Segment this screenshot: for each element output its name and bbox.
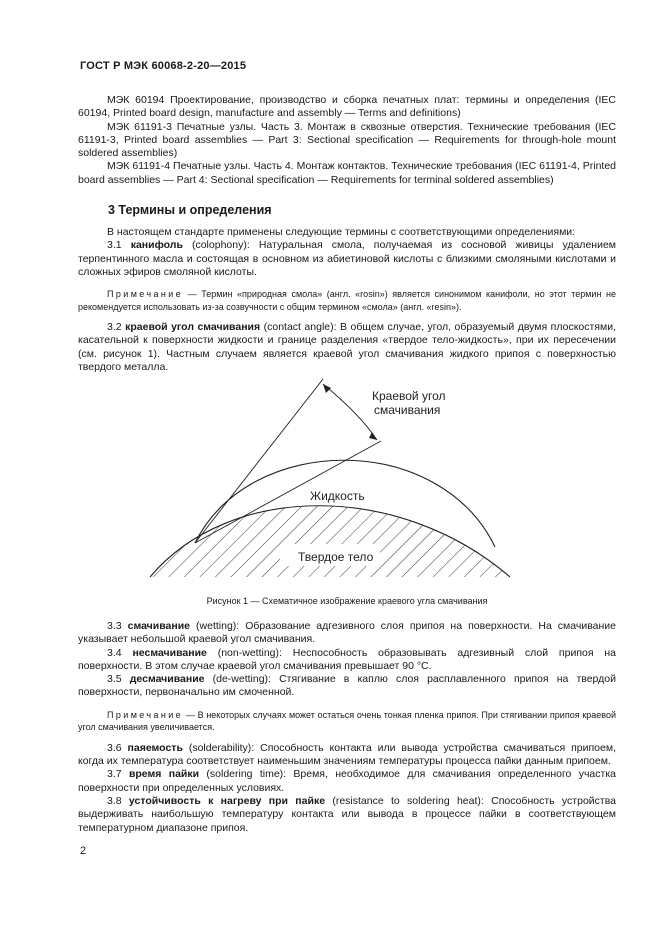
term-definition: (soldering time): Время, необходимое для смачивания определенного участка поверхности при определенных условиях. bbox=[78, 768, 616, 794]
note-text: — В некоторых случаях может остаться очень тонкая пленка припоя. При стягивании припоя краевой угол смачивания увеличивается. bbox=[78, 709, 616, 733]
note-1 bbox=[78, 288, 616, 313]
term-definition: (colophony): Натуральная смола, получаемая из сосновой живицы удалением терпентинного масла и состоящая в основном из абиетиновой кислоты с близкими смоляными кислотами и сложных эфиров смоляной кислоты. bbox=[78, 239, 617, 278]
note-2 bbox=[78, 709, 616, 734]
term-number: 3.6 bbox=[107, 741, 122, 754]
term-name: устойчивость к нагреву при пайке bbox=[128, 794, 326, 807]
reference-item: МЭК 61191-4 Печатные узлы. Часть 4. Монтаж контактов. Технические требования (IEC 61191-4, Printed board assemblies — Part 4: Sectional specification — Requirements for terminal soldered assemblies) bbox=[78, 160, 616, 186]
term-definition: (solderability): Способность контакта или вывода устройства смачиваться припоем, когда их температура соответствует наименьшим значениям температуры процесса пайки данным припоем. bbox=[78, 741, 617, 768]
note-text: — Термин «природная смола» (англ. «rosin») является синонимом канифоли, но этот термин не рекомендуется использовать из-за созвучности с общим термином «смола» (англ. «resin»). bbox=[78, 289, 616, 312]
term-name: несмачивание bbox=[132, 646, 207, 659]
term-name: десмачивание bbox=[129, 673, 205, 686]
term-number: 3.1 bbox=[107, 239, 122, 252]
document-header: ГОСТ Р МЭК 60068-2-20—2015 bbox=[80, 60, 247, 72]
angle-label-line-2: смачивания bbox=[374, 403, 441, 417]
note-label: Примечание bbox=[107, 289, 184, 300]
liquid-label: Жидкость bbox=[310, 489, 365, 503]
term-number: 3.3 bbox=[107, 620, 122, 632]
references-block bbox=[78, 94, 616, 187]
term-definition: (contact angle): В общем случае, угол, образуемый двумя плоскостями, касательной к поверхности жидкости и границе разделения «твердое тело-жидкость», при их пересечении (см. рисунок 1). Частным случаем является краевой угол смачивания жидкого припоя с поверхностью твердого металла. bbox=[78, 321, 616, 374]
term-name: паяемость bbox=[127, 741, 183, 754]
terms-block-1 bbox=[78, 226, 616, 374]
term-number: 3.7 bbox=[107, 768, 122, 781]
term-3-8 bbox=[78, 795, 616, 835]
term-name: смачивание bbox=[127, 620, 191, 632]
terms-block-2 bbox=[78, 620, 616, 835]
intro-paragraph: В настоящем стандарте применены следующие термины с соответствующими определениями: bbox=[107, 226, 576, 238]
term-3-5 bbox=[78, 673, 616, 700]
arrow-head-bottom bbox=[369, 432, 377, 440]
term-name: время пайки bbox=[128, 768, 200, 781]
term-name: канифоль bbox=[130, 239, 183, 252]
term-definition: (non-wetting): Неспособность образовывать адгезивный слой припоя на поверхности. В этом случае краевой угол смачивания превышает 90 °С. bbox=[78, 646, 616, 672]
figure-caption: Рисунок 1 — Схематичное изображение краевого угла смачивания bbox=[206, 596, 488, 606]
term-3-6 bbox=[78, 742, 616, 769]
term-number: 3.5 bbox=[107, 673, 122, 686]
term-definition: (de-wetting): Стягивание в каплю слоя расплавленного припоя на твердой поверхности, первоначально им смоченной. bbox=[78, 673, 616, 699]
solid-body-hatching bbox=[150, 506, 510, 577]
section-title: 3 Термины и определения bbox=[108, 203, 272, 217]
term-3-2 bbox=[78, 321, 616, 374]
solid-label: Твердое тело bbox=[298, 550, 374, 564]
reference-item: МЭК 60194 Проектирование, производство и сборка печатных плат: термины и определения (IEC 60194, Printed board design, manufacture and assembly — Terms and definitions) bbox=[78, 94, 616, 120]
angle-arc bbox=[323, 384, 377, 440]
note-label: Примечание bbox=[107, 709, 184, 720]
term-3-7 bbox=[78, 768, 616, 795]
page-number: 2 bbox=[80, 845, 87, 857]
term-name: краевой угол смачивания bbox=[125, 321, 261, 334]
term-3-4 bbox=[78, 647, 616, 674]
contact-angle-figure bbox=[140, 372, 530, 587]
term-number: 3.8 bbox=[107, 794, 122, 807]
angle-label-line-1: Краевой угол bbox=[372, 389, 446, 403]
term-number: 3.4 bbox=[107, 646, 122, 659]
term-number: 3.2 bbox=[107, 321, 122, 334]
arrow-head-top bbox=[323, 384, 331, 393]
term-definition: (resistance to soldering heat): Способность устройства выдерживать наибольшую температуру контакта или вывода в процессе пайки в соответствующем температурном диапазоне припоя. bbox=[78, 794, 617, 834]
term-3-1 bbox=[78, 239, 616, 279]
term-definition: (wetting): Образование адгезивного слоя припоя на поверхности. На смачивание указывает небольшой краевой угол смачивания. bbox=[78, 620, 617, 646]
reference-item: МЭК 61191-3 Печатные узлы. Часть 3. Монтаж в сквозные отверстия. Технические требования (IEC 61191-3, Printed board assemblies — Part 3: Sectional specification — Requirements for through-hole mount soldered assemblies) bbox=[78, 120, 616, 160]
term-3-3 bbox=[78, 620, 616, 647]
